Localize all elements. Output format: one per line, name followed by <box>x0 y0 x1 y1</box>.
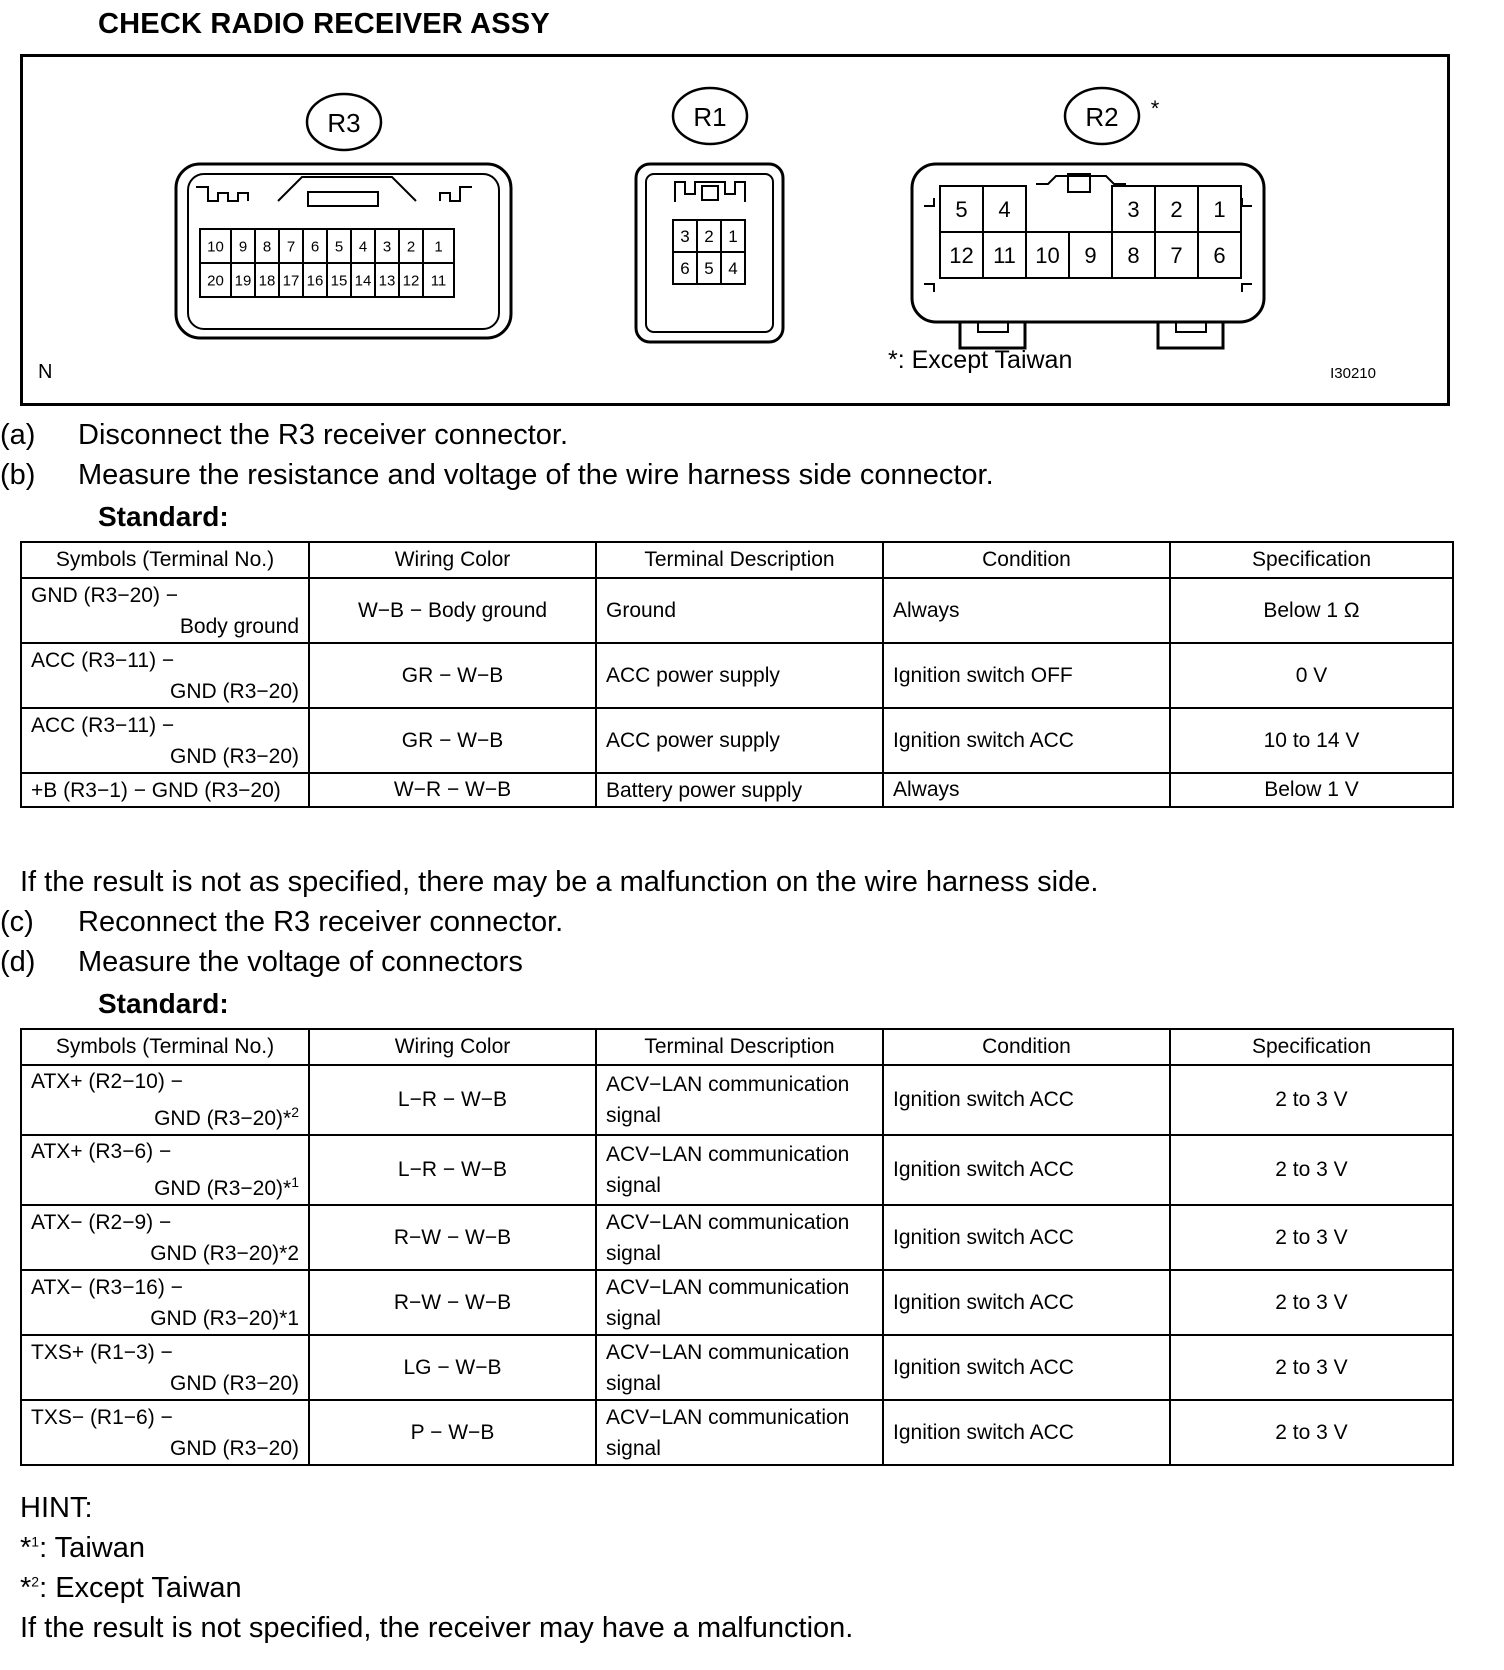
pin-number: 20 <box>207 272 224 290</box>
pin-cell <box>279 263 303 297</box>
pin-number: 8 <box>262 238 272 256</box>
header-cell: Specification <box>1170 542 1453 578</box>
pin-number: 4 <box>728 259 738 279</box>
wiring-color-cell: L−R − W−B <box>309 1065 596 1135</box>
wiring-color-cell: GR − W−B <box>309 643 596 708</box>
pin-number: 18 <box>258 272 276 290</box>
standard-label-2: Standard: <box>98 988 229 1019</box>
header-cell: Wiring Color <box>309 542 596 578</box>
symbol-line-1: +B (R3−1) − GND (R3−20) <box>31 778 281 802</box>
symbol-cell <box>21 643 309 708</box>
standard-label-1: Standard: <box>98 501 229 532</box>
connector-r1 <box>636 88 783 342</box>
table-row <box>21 1400 1453 1465</box>
symbol-cell <box>21 1135 309 1205</box>
specification-cell: 2 to 3 V <box>1170 1335 1453 1400</box>
pin-cell <box>200 229 231 263</box>
symbol-line-2-text: GND (R3−20) <box>170 1436 299 1460</box>
specification-cell: Below 1 Ω <box>1170 578 1453 643</box>
pin-number: 6 <box>310 238 320 256</box>
note-receiver-malfunction: If the result is not specified, the receiver may have a malfunction. <box>20 1612 854 1644</box>
pin-cell <box>697 220 721 252</box>
r3-latch-detail <box>196 177 472 201</box>
pin-cell <box>1155 232 1198 278</box>
description-line-2: signal <box>606 1436 661 1460</box>
pin-cell <box>721 252 745 284</box>
figure-corner-letter: N <box>38 361 53 383</box>
hint-note-1-sup: 1 <box>31 1533 40 1550</box>
pin-number: 6 <box>1213 242 1226 268</box>
symbol-cell <box>21 773 309 807</box>
table-body <box>21 578 1453 807</box>
symbol-line-2-text: GND (R3−20) <box>170 1371 299 1395</box>
header-cell: Symbols (Terminal No.) <box>21 542 309 578</box>
symbol-line-2 <box>31 676 299 707</box>
connector-r3 <box>176 94 511 338</box>
pin-number: 6 <box>680 259 690 279</box>
pin-number: 11 <box>993 242 1016 268</box>
connector-diagram <box>20 54 1450 406</box>
description-cell <box>596 708 883 773</box>
symbol-line-2 <box>31 1238 299 1269</box>
r1-top-pin-row <box>673 220 745 252</box>
pin-number: 5 <box>334 238 344 256</box>
symbol-cell <box>21 708 309 773</box>
pin-cell <box>200 263 231 297</box>
pin-cell <box>1112 186 1155 232</box>
symbol-line-1: ATX+ (R3−6) − <box>31 1140 172 1163</box>
description-cell <box>596 1065 883 1135</box>
specification-cell: 2 to 3 V <box>1170 1270 1453 1335</box>
specification-cell: 2 to 3 V <box>1170 1065 1453 1135</box>
header-cell: Terminal Description <box>596 1029 883 1065</box>
description-line-1: Ground <box>606 599 677 622</box>
symbol-footnote-mark: 1 <box>291 1174 299 1190</box>
table-row <box>21 708 1453 773</box>
wiring-color-cell: R−W − W−B <box>309 1205 596 1270</box>
symbol-line-1: ACC (R3−11) − <box>31 713 175 737</box>
wiring-color-cell: P − W−B <box>309 1400 596 1465</box>
description-cell <box>596 1270 883 1335</box>
r3-bottom-pin-row <box>200 263 454 297</box>
pin-number: 4 <box>998 196 1011 222</box>
step-d-label: (d) <box>0 946 36 978</box>
symbol-line-1: ATX+ (R2−10) − <box>31 1070 183 1093</box>
r3-inner-shell <box>188 174 499 329</box>
symbol-cell <box>21 578 309 643</box>
pin-number: 5 <box>704 259 714 279</box>
page-title: CHECK RADIO RECEIVER ASSY <box>98 8 550 40</box>
table-row <box>21 643 1453 708</box>
pin-cell <box>983 186 1026 232</box>
wiring-color-cell: R−W − W−B <box>309 1270 596 1335</box>
r2-bottom-pin-row <box>940 232 1241 278</box>
pin-cell <box>423 229 454 263</box>
pin-number: 13 <box>378 272 396 290</box>
symbol-line-2 <box>31 1368 299 1399</box>
table-row <box>21 1205 1453 1270</box>
description-line-1: Battery power supply <box>606 778 803 802</box>
description-line-2: signal <box>606 1306 661 1330</box>
symbol-cell <box>21 1335 309 1400</box>
pin-number: 9 <box>238 238 248 256</box>
table-row <box>21 1335 1453 1400</box>
header-cell: Condition <box>883 542 1170 578</box>
pin-cell <box>1026 232 1069 278</box>
symbol-line-2 <box>31 1433 299 1464</box>
description-cell <box>596 1205 883 1270</box>
condition-cell: Always <box>883 578 1170 643</box>
step-b-label: (b) <box>0 459 36 491</box>
symbol-cell <box>21 1400 309 1465</box>
description-cell <box>596 578 883 643</box>
hint-note-2 <box>20 1572 242 1605</box>
header-cell: Specification <box>1170 1029 1453 1065</box>
symbol-line-1: ACC (R3−11) − <box>31 648 175 672</box>
header-cell: Symbols (Terminal No.) <box>21 1029 309 1065</box>
step-c-label: (c) <box>0 906 34 938</box>
pin-number: 10 <box>207 238 224 256</box>
step-c-text: Reconnect the R3 receiver connector. <box>78 906 564 938</box>
pin-cell <box>721 220 745 252</box>
pin-cell <box>303 263 327 297</box>
description-cell <box>596 1400 883 1465</box>
description-line-1: ACV−LAN communication <box>606 1210 850 1234</box>
description-line-1: ACV−LAN communication <box>606 1275 850 1299</box>
note-wire-harness: If the result is not as specified, there may be a malfunction on the wire harness side. <box>20 866 1099 898</box>
description-line-1: ACV−LAN communication <box>606 1073 850 1096</box>
table-row <box>21 578 1453 643</box>
specification-cell: 2 to 3 V <box>1170 1400 1453 1465</box>
symbol-line-2-text: GND (R3−20)* <box>154 1177 292 1200</box>
condition-cell: Ignition switch ACC <box>883 1065 1170 1135</box>
pin-number: 1 <box>728 227 738 247</box>
r2-mount-tabs <box>960 322 1223 348</box>
pin-number: 2 <box>406 238 416 256</box>
condition-cell: Ignition switch OFF <box>883 643 1170 708</box>
symbol-line-2-text: GND (R3−20)*2 <box>150 1241 299 1265</box>
pin-cell <box>673 220 697 252</box>
r2-asterisk: * <box>1150 96 1160 121</box>
r3-top-pin-row <box>200 229 454 263</box>
pin-number: 2 <box>704 227 714 247</box>
symbol-line-1: TXS+ (R1−3) − <box>31 1340 173 1364</box>
pin-number: 4 <box>358 238 368 256</box>
condition-cell: Always <box>883 773 1170 807</box>
wiring-color-cell: W−B − Body ground <box>309 578 596 643</box>
hint-note-2-star: * <box>20 1572 32 1604</box>
condition-cell: Ignition switch ACC <box>883 1135 1170 1205</box>
pin-number: 3 <box>382 238 392 256</box>
symbol-line-2-text: GND (R3−20)*1 <box>150 1306 299 1330</box>
condition-cell: Ignition switch ACC <box>883 1335 1170 1400</box>
symbol-cell <box>21 1205 309 1270</box>
hint-note-1 <box>20 1532 145 1565</box>
pin-number: 1 <box>434 238 443 256</box>
wiring-color-cell: GR − W−B <box>309 708 596 773</box>
symbol-cell <box>21 1065 309 1135</box>
pin-cell <box>303 229 327 263</box>
figure-footnote: *: Except Taiwan <box>888 346 1073 374</box>
spec-table-1 <box>20 541 1454 808</box>
pin-cell <box>983 232 1026 278</box>
symbol-cell <box>21 1270 309 1335</box>
symbol-line-1: ATX− (R3−16) − <box>31 1275 183 1299</box>
symbol-line-2 <box>31 741 299 772</box>
pin-number: 5 <box>955 196 968 222</box>
pin-number: 2 <box>1170 196 1183 222</box>
pin-cell <box>231 263 255 297</box>
condition-cell: Ignition switch ACC <box>883 1400 1170 1465</box>
pin-cell <box>940 186 983 232</box>
pin-number: 14 <box>354 272 372 290</box>
pin-cell <box>697 252 721 284</box>
pin-cell <box>351 263 375 297</box>
step-d-text: Measure the voltage of connectors <box>78 946 523 978</box>
header-cell: Terminal Description <box>596 542 883 578</box>
connector-r2 <box>912 88 1264 348</box>
pin-cell <box>1069 232 1112 278</box>
description-line-2: signal <box>606 1371 661 1395</box>
symbol-line-2 <box>31 611 299 642</box>
pin-cell <box>1155 186 1198 232</box>
pin-cell <box>327 229 351 263</box>
pin-cell <box>279 229 303 263</box>
pin-number: 12 <box>949 242 974 268</box>
r2-latch-detail <box>1036 176 1126 184</box>
description-line-2: signal <box>606 1174 661 1197</box>
symbol-line-2 <box>31 1303 299 1334</box>
description-cell <box>596 643 883 708</box>
r1-latch-window <box>702 186 718 200</box>
specification-cell: 10 to 14 V <box>1170 708 1453 773</box>
description-cell <box>596 1135 883 1205</box>
r3-latch-window <box>308 192 378 206</box>
pin-number: 3 <box>1127 196 1140 222</box>
hint-note-2-sup: 2 <box>31 1573 40 1590</box>
description-cell <box>596 1335 883 1400</box>
r2-label: R2 <box>1085 102 1119 132</box>
pin-number: 1 <box>1213 196 1226 222</box>
header-cell: Wiring Color <box>309 1029 596 1065</box>
symbol-line-2 <box>31 1097 299 1134</box>
r1-label: R1 <box>693 102 727 132</box>
pin-cell <box>231 229 255 263</box>
hint-note-1-star: * <box>20 1532 32 1564</box>
pin-number: 9 <box>1084 242 1097 268</box>
pin-number: 12 <box>402 272 420 290</box>
description-line-1: ACC power supply <box>606 664 780 687</box>
header-cell: Condition <box>883 1029 1170 1065</box>
condition-cell: Ignition switch ACC <box>883 1205 1170 1270</box>
condition-cell: Ignition switch ACC <box>883 708 1170 773</box>
description-line-2: signal <box>606 1241 661 1265</box>
description-line-1: ACV−LAN communication <box>606 1340 850 1364</box>
symbol-line-2-text: GND (R3−20) <box>170 744 299 768</box>
description-line-1: ACV−LAN communication <box>606 1143 850 1166</box>
table-header-row <box>21 1029 1453 1065</box>
spec-table-2 <box>20 1028 1454 1466</box>
wiring-color-cell: LG − W−B <box>309 1335 596 1400</box>
symbol-line-2-text: GND (R3−20)* <box>154 1107 292 1130</box>
description-line-2: signal <box>606 1104 661 1127</box>
step-a-label: (a) <box>0 419 36 451</box>
description-line-1: ACV−LAN communication <box>606 1405 850 1429</box>
pin-number: 15 <box>330 272 348 290</box>
symbol-line-2 <box>31 1167 299 1204</box>
symbol-line-1: TXS− (R1−6) − <box>31 1405 173 1429</box>
symbol-line-1: GND (R3−20) − <box>31 583 179 607</box>
pin-cell <box>375 263 399 297</box>
r1-bottom-pin-row <box>673 252 745 284</box>
pin-number: 10 <box>1035 242 1060 268</box>
pin-number: 7 <box>1170 242 1183 268</box>
pin-number: 19 <box>234 272 252 290</box>
pin-cell <box>1198 232 1241 278</box>
pin-cell <box>423 263 454 297</box>
pin-number: 3 <box>680 227 690 247</box>
pin-cell <box>255 229 279 263</box>
hint-label: HINT: <box>20 1492 93 1524</box>
symbol-line-2-text: GND (R3−20) <box>170 679 299 703</box>
pin-number: 7 <box>286 238 296 256</box>
hint-note-1-text: : Taiwan <box>39 1532 145 1564</box>
connector-figure <box>20 54 1450 406</box>
specification-cell: Below 1 V <box>1170 773 1453 807</box>
condition-cell: Ignition switch ACC <box>883 1270 1170 1335</box>
symbol-line-2-text: Body ground <box>179 614 299 638</box>
pin-cell <box>673 252 697 284</box>
wiring-color-cell: L−R − W−B <box>309 1135 596 1205</box>
description-cell <box>596 773 883 807</box>
pin-cell <box>399 263 423 297</box>
pin-cell <box>940 232 983 278</box>
pin-cell <box>399 229 423 263</box>
pin-number: 16 <box>306 272 324 290</box>
specification-cell: 2 to 3 V <box>1170 1135 1453 1205</box>
table-row <box>21 1270 1453 1335</box>
pin-cell <box>1112 232 1155 278</box>
step-a-text: Disconnect the R3 receiver connector. <box>78 419 569 451</box>
pin-cell <box>255 263 279 297</box>
pin-number: 8 <box>1127 242 1140 268</box>
pin-cell <box>327 263 351 297</box>
pin-cell <box>351 229 375 263</box>
table-header-row <box>21 542 1453 578</box>
specification-cell: 0 V <box>1170 643 1453 708</box>
pin-cell <box>375 229 399 263</box>
r3-label: R3 <box>327 108 361 138</box>
symbol-line-1: ATX− (R2−9) − <box>31 1210 172 1234</box>
pin-number: 11 <box>430 272 447 290</box>
pin-cell <box>1198 186 1241 232</box>
specification-cell: 2 to 3 V <box>1170 1205 1453 1270</box>
description-line-1: ACC power supply <box>606 729 780 752</box>
wiring-color-cell: W−R − W−B <box>309 773 596 807</box>
step-b-text: Measure the resistance and voltage of the wire harness side connector. <box>78 459 994 491</box>
table-row <box>21 1135 1453 1205</box>
symbol-footnote-mark: 2 <box>291 1104 299 1120</box>
table-body <box>21 1065 1453 1465</box>
table-row <box>21 1065 1453 1135</box>
figure-code: I30210 <box>1330 365 1376 382</box>
hint-note-2-text: : Except Taiwan <box>39 1572 242 1604</box>
pin-number: 17 <box>282 272 300 290</box>
table-row <box>21 773 1453 807</box>
